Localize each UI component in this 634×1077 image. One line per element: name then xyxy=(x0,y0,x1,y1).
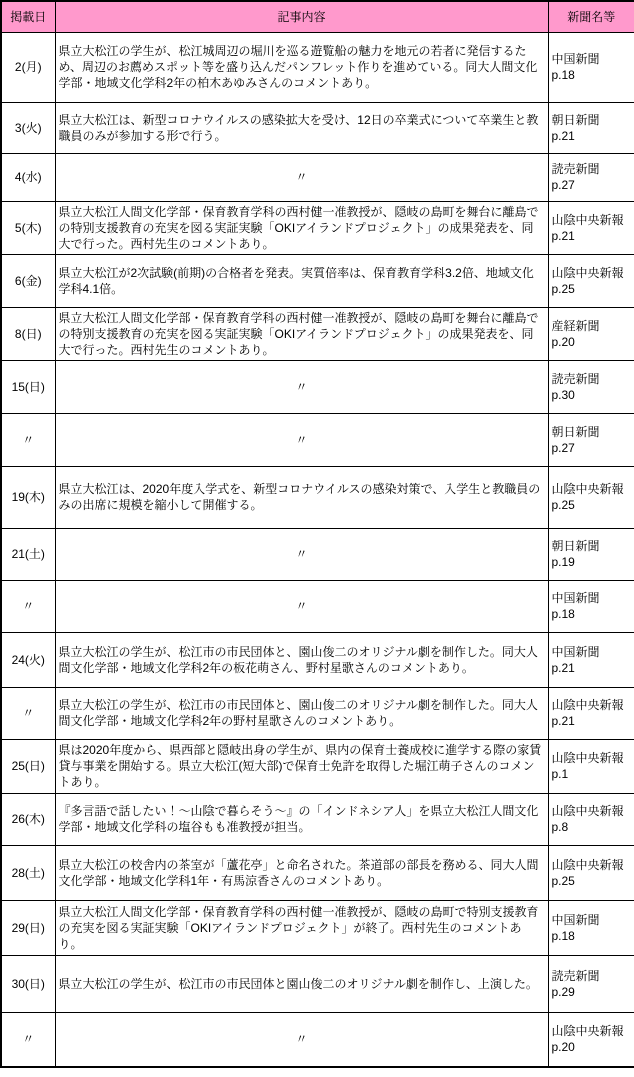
table-row xyxy=(1,900,634,955)
paper-name: 山陰中央新報 xyxy=(551,751,624,765)
paper-cell xyxy=(548,32,634,102)
date-cell: 21(土) xyxy=(1,528,55,580)
date-cell: 15(日) xyxy=(1,360,55,413)
paper-page: p.18 xyxy=(551,607,575,621)
column-header-content: 記事内容 xyxy=(55,1,548,32)
paper-cell xyxy=(548,153,634,201)
paper-page: p.18 xyxy=(551,928,575,943)
paper-cell xyxy=(548,307,634,360)
paper-page: p.1 xyxy=(551,767,569,781)
date-cell: 6(金) xyxy=(1,254,55,307)
table-row xyxy=(1,793,634,845)
date-cell: 4(水) xyxy=(1,153,55,201)
paper-page: p.21 xyxy=(551,228,575,243)
date-cell: 〃 xyxy=(1,687,55,739)
paper-name: 朝日新聞 xyxy=(551,112,600,127)
paper-name: 産経新聞 xyxy=(551,318,600,333)
paper-page: p.27 xyxy=(551,178,575,192)
table-row xyxy=(1,102,634,153)
paper-page: p.27 xyxy=(551,440,575,455)
content-cell: 県立大松江人間文化学部・保育教育学科の西村健一准教授が、隠岐の島町を舞台に離島での特別支援教育の充実を図る実証実験「OKIアイランドプロジェクト」の成果発表を、同大で行った。西村先生のコメントあり。 xyxy=(55,201,548,254)
table-row xyxy=(1,201,634,254)
paper-name: 山陰中央新報 xyxy=(551,265,624,280)
paper-page: p.18 xyxy=(551,68,575,82)
paper-cell xyxy=(548,900,634,955)
content-cell: 県立大松江の学生が、松江市の市民団体と、園山俊二のオリジナル劇を制作した。同大人間文化学部・地域文化学科2年の野村星歌さんのコメントあり。 xyxy=(55,687,548,739)
content-cell: 県立大松江は、新型コロナウイルスの感染拡大を受け、12日の卒業式について卒業生と教職員のみが参加する形で行う。 xyxy=(55,102,548,153)
date-cell: 2(月) xyxy=(1,32,55,102)
content-cell: 県は2020年度から、県西部と隠岐出身の学生が、県内の保育士養成校に進学する際の家賃貸与事業を開始する。県立大松江(短大部)で保育士免許を取得した堀江萌子さんのコメントあり。 xyxy=(55,739,548,793)
content-cell: 県立大松江の校舎内の茶室が「蘆花亭」と命名された。茶道部の部長を務める、同大人間文化学部・地域文化学科1年・有馬涼香さんのコメントあり。 xyxy=(55,845,548,900)
table-row xyxy=(1,466,634,528)
table-row xyxy=(1,955,634,1012)
table-row xyxy=(1,580,634,632)
date-cell: 28(土) xyxy=(1,845,55,900)
table-row xyxy=(1,528,634,580)
date-cell: 〃 xyxy=(1,413,55,466)
paper-page: p.20 xyxy=(551,334,575,349)
paper-page: p.25 xyxy=(551,873,575,888)
content-cell: 県立大松江人間文化学部・保育教育学科の西村健一准教授が、隠岐の島町で特別支援教育の充実を図る実証実験「OKIアイランドプロジェクト」が終了。西村先生のコメントあり。 xyxy=(55,900,548,955)
paper-cell xyxy=(548,254,634,307)
date-cell: 5(木) xyxy=(1,201,55,254)
paper-cell xyxy=(548,687,634,739)
paper-name: 山陰中央新報 xyxy=(551,804,624,818)
date-cell: 〃 xyxy=(1,580,55,632)
paper-name: 中国新聞 xyxy=(551,912,600,927)
paper-cell xyxy=(548,528,634,580)
date-cell: 8(日) xyxy=(1,307,55,360)
table-row xyxy=(1,360,634,413)
paper-name: 山陰中央新報 xyxy=(551,212,624,227)
table-row xyxy=(1,413,634,466)
date-cell: 3(火) xyxy=(1,102,55,153)
content-cell: 県立大松江が2次試験(前期)の合格者を発表。実質倍率は、保育教育学科3.2倍、地域文化学科4.1倍。 xyxy=(55,254,548,307)
paper-page: p.21 xyxy=(551,128,575,143)
table-row xyxy=(1,307,634,360)
paper-name: 読売新聞 xyxy=(551,162,600,176)
table-row xyxy=(1,153,634,201)
column-header-date: 掲載日 xyxy=(1,1,55,32)
paper-cell xyxy=(548,1012,634,1067)
paper-name: 山陰中央新報 xyxy=(551,698,624,712)
paper-cell xyxy=(548,845,634,900)
paper-cell xyxy=(548,739,634,793)
date-cell: 19(木) xyxy=(1,466,55,528)
paper-name: 山陰中央新報 xyxy=(551,857,624,872)
content-cell: 県立大松江人間文化学部・保育教育学科の西村健一准教授が、隠岐の島町を舞台に離島での特別支援教育の充実を図る実証実験「OKIアイランドプロジェクト」の成果発表を、同大で行った。西村先生のコメントあり。 xyxy=(55,307,548,360)
paper-page: p.21 xyxy=(551,714,575,728)
paper-page: p.25 xyxy=(551,281,575,296)
content-cell: 『多言語で話したい！～山陰で暮らそう～』の「インドネシア人」を県立大松江人間文化学部・地域文化学科の塩谷もも准教授が担当。 xyxy=(55,793,548,845)
paper-page: p.30 xyxy=(551,387,575,402)
date-cell: 26(木) xyxy=(1,793,55,845)
paper-name: 読売新聞 xyxy=(551,968,600,983)
paper-cell xyxy=(548,793,634,845)
date-cell: 29(日) xyxy=(1,900,55,955)
content-cell: 〃 xyxy=(55,528,548,580)
paper-cell xyxy=(548,201,634,254)
content-cell: 県立大松江の学生が、松江市の市民団体と園山俊二のオリジナル劇を制作し、上演した。 xyxy=(55,955,548,1012)
content-cell: 〃 xyxy=(55,360,548,413)
table-row xyxy=(1,254,634,307)
paper-name: 中国新聞 xyxy=(551,644,600,659)
paper-name: 朝日新聞 xyxy=(551,424,600,439)
paper-page: p.19 xyxy=(551,555,575,569)
content-cell: 〃 xyxy=(55,153,548,201)
paper-cell xyxy=(548,580,634,632)
paper-name: 中国新聞 xyxy=(551,591,600,605)
content-cell: 県立大松江は、2020年度入学式を、新型コロナウイルスの感染対策で、入学生と教職員のみの出席に規模を縮小して開催する。 xyxy=(55,466,548,528)
date-cell: 〃 xyxy=(1,1012,55,1067)
paper-name: 中国新聞 xyxy=(551,52,600,66)
content-cell: 〃 xyxy=(55,580,548,632)
paper-name: 朝日新聞 xyxy=(551,539,600,553)
paper-page: p.25 xyxy=(551,498,575,512)
paper-cell xyxy=(548,466,634,528)
paper-page: p.29 xyxy=(551,984,575,999)
table-row xyxy=(1,739,634,793)
content-cell: 県立大松江の学生が、松江城周辺の堀川を巡る遊覧船の魅力を地元の若者に発信するため、周辺のお薦めスポット等を盛り込んだパンフレット作りを進めている。同大人間文化学部・地域文化学科2年の柏木あゆみさんのコメントあり。 xyxy=(55,32,548,102)
paper-cell xyxy=(548,955,634,1012)
content-cell: 〃 xyxy=(55,413,548,466)
table-row xyxy=(1,687,634,739)
table-header-row xyxy=(1,1,634,32)
table-row xyxy=(1,632,634,687)
paper-cell xyxy=(548,413,634,466)
date-cell: 25(日) xyxy=(1,739,55,793)
table-row xyxy=(1,32,634,102)
paper-page: p.20 xyxy=(551,1040,575,1055)
date-cell: 24(火) xyxy=(1,632,55,687)
paper-name: 読売新聞 xyxy=(551,371,600,386)
table-row xyxy=(1,1012,634,1067)
paper-page: p.8 xyxy=(551,820,569,834)
paper-cell xyxy=(548,632,634,687)
date-cell: 30(日) xyxy=(1,955,55,1012)
paper-page: p.21 xyxy=(551,660,575,675)
paper-cell xyxy=(548,360,634,413)
content-cell: 県立大松江の学生が、松江市の市民団体と、園山俊二のオリジナル劇を制作した。同大人間文化学部・地域文化学科2年の板花萌さん、野村星歌さんのコメントあり。 xyxy=(55,632,548,687)
table-row xyxy=(1,845,634,900)
content-cell: 〃 xyxy=(55,1012,548,1067)
column-header-paper: 新聞名等 xyxy=(548,1,634,32)
paper-name: 山陰中央新報 xyxy=(551,482,624,496)
paper-cell xyxy=(548,102,634,153)
paper-name: 山陰中央新報 xyxy=(551,1024,624,1039)
